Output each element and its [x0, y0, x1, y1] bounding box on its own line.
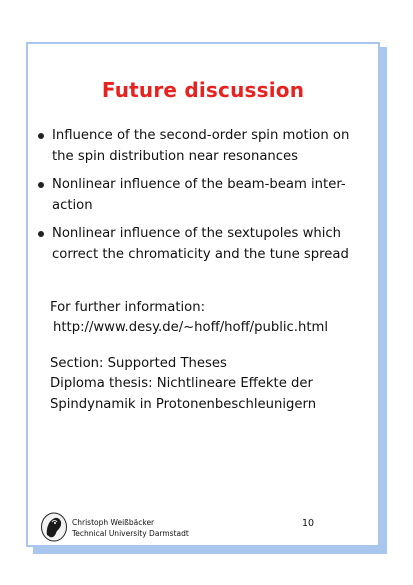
slide-footer [40, 512, 370, 546]
bullet-line: Influence of the second-order spin motion on [52, 128, 350, 143]
diploma-line: Spindynamik in Protonenbeschleunigern [50, 396, 317, 412]
page-number: 10 [302, 518, 315, 529]
university-seal-icon [40, 512, 68, 542]
bullet-line: action [52, 197, 93, 213]
slide [26, 42, 380, 547]
bullet-icon [38, 231, 44, 237]
section-heading: Section: Supported Theses [50, 356, 227, 371]
frame-shadow-right [380, 47, 387, 552]
bullet-line: Nonlinear influence of the sextupoles which [52, 226, 342, 241]
frame-shadow-bottom [33, 547, 387, 554]
bullet-item [36, 224, 376, 265]
diploma-line: Diploma thesis: Nichtlineare Effekte der [50, 376, 313, 391]
diploma-thesis [50, 374, 364, 415]
bullet-icon [38, 133, 44, 139]
footer-author: Christoph Weißbäcker [72, 518, 155, 527]
bullet-list [36, 126, 376, 273]
info-label: For further information: [50, 300, 206, 315]
slide-title: Future discussion [101, 78, 305, 102]
info-url-link[interactable]: http://www.desy.de/~hoff/hoff/public.html [53, 320, 329, 335]
bullet-item [36, 126, 376, 167]
footer-university: Technical University Darmstadt [72, 529, 189, 538]
bullet-line: correct the chromaticity and the tune spread [52, 246, 349, 262]
bullet-icon [38, 182, 44, 188]
bullet-line: the spin distribution near resonances [52, 148, 299, 164]
bullet-item [36, 175, 376, 216]
bullet-line: Nonlinear influence of the beam-beam inter- [52, 177, 346, 192]
